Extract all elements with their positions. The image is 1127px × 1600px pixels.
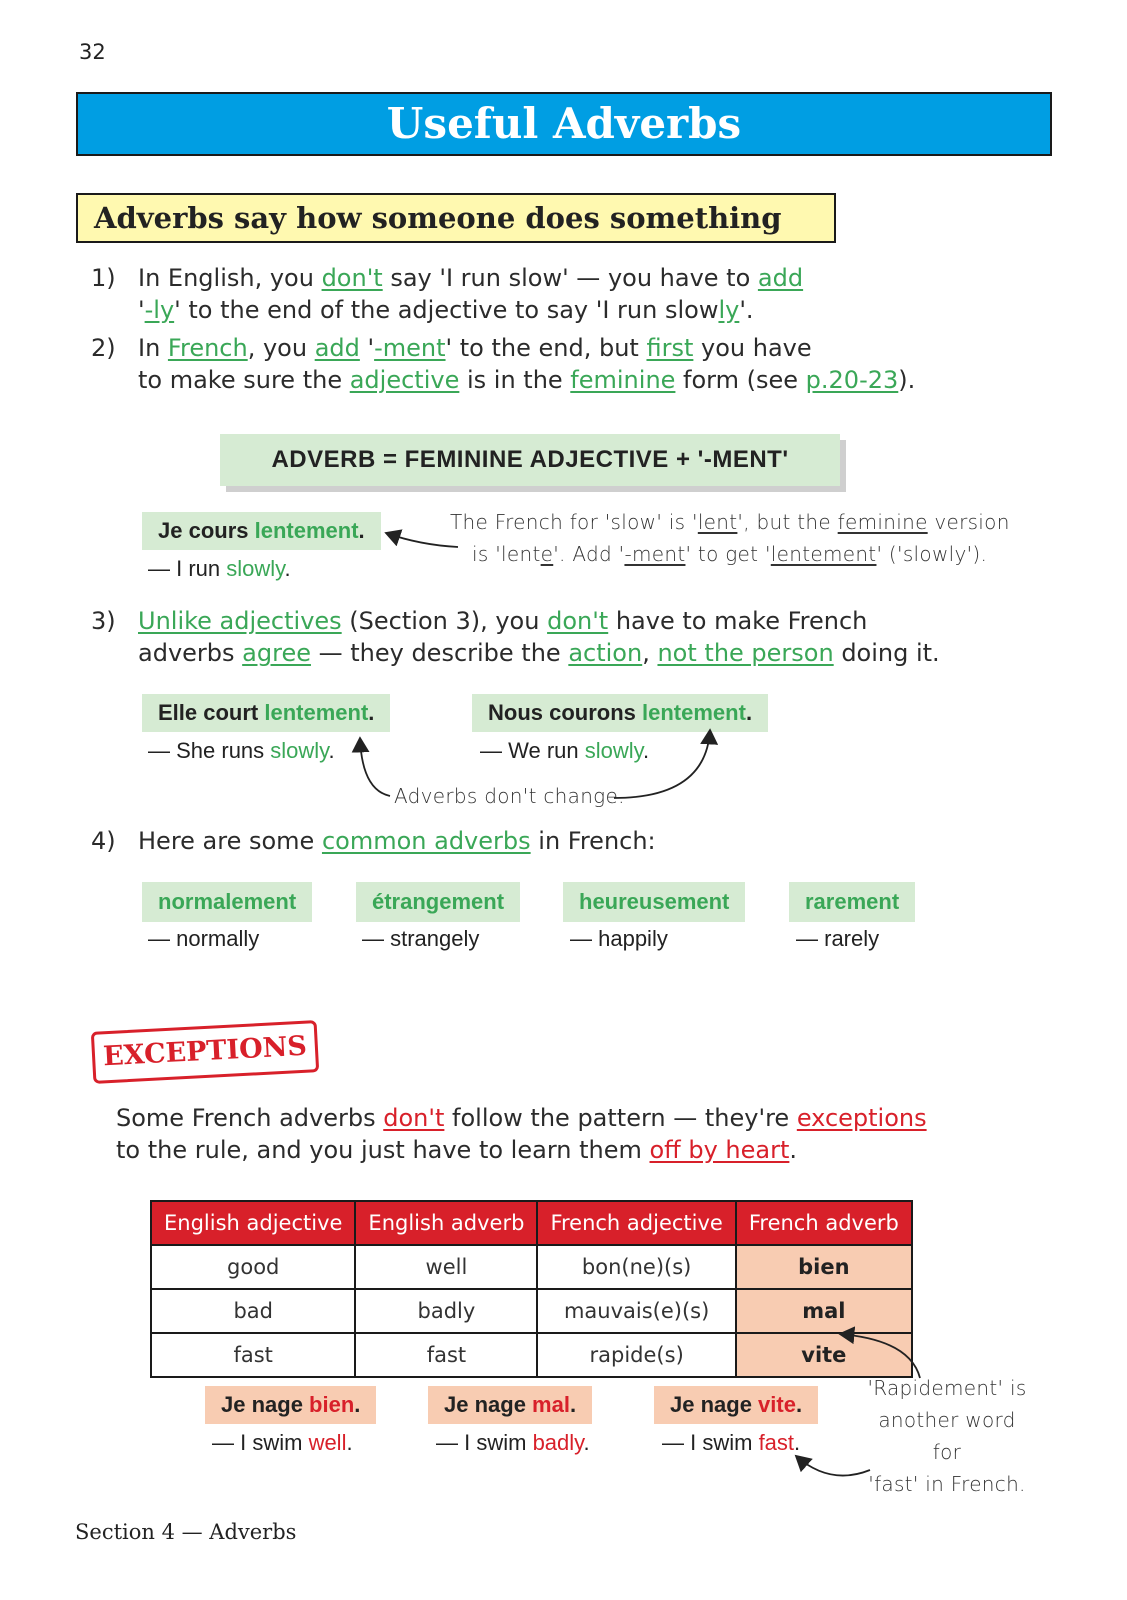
page-title: Useful Adverbs [76, 92, 1052, 156]
translation-swim-well: — I swim well. [212, 1430, 353, 1455]
table-cell: well [355, 1245, 537, 1289]
translation-we-run-slowly: — We run slowly. [480, 738, 650, 763]
arrow-to-swim-fast [796, 1456, 870, 1476]
table-cell: fast [151, 1333, 355, 1377]
exceptions-stamp: EXCEPTIONS [91, 1020, 319, 1084]
arrow-to-vite [840, 1334, 920, 1378]
translation-she-runs-slowly: — She runs slowly. [148, 738, 335, 763]
example-je-nage-mal: Je nage mal. [428, 1386, 592, 1424]
note-adverbs-dont-change: Adverbs don't change. [394, 784, 625, 808]
adverb-translation: — happily [570, 926, 668, 951]
adverb-rarement: rarement [789, 882, 915, 922]
header-english-adverb: English adverb [355, 1201, 537, 1245]
table-cell: bon(ne)(s) [537, 1245, 735, 1289]
translation-swim-fast: — I swim fast. [662, 1430, 801, 1455]
arrow-to-lentement [386, 533, 458, 547]
point-number: 3) [91, 607, 116, 635]
translation-swim-badly: — I swim badly. [436, 1430, 590, 1455]
table-cell: good [151, 1245, 355, 1289]
adverb-translation: — strangely [362, 926, 480, 951]
table-cell: mal [736, 1289, 912, 1333]
example-je-nage-vite: Je nage vite. [654, 1386, 818, 1424]
exceptions-text: Some French adverbs don't follow the pattern — they're exceptions to the rule, and you just have to learn them off by heart. [116, 1104, 927, 1164]
table-cell: fast [355, 1333, 537, 1377]
translation-i-run-slowly: — I run slowly. [148, 556, 291, 581]
table-cell: bien [736, 1245, 912, 1289]
adverb-heureusement: heureusement [563, 882, 745, 922]
point-number: 4) [91, 827, 116, 855]
header-english-adjective: English adjective [151, 1201, 355, 1245]
example-elle-court: Elle court lentement. [142, 694, 390, 732]
adverb-normalement: normalement [142, 882, 312, 922]
table-cell: vite [736, 1333, 912, 1377]
table-cell: bad [151, 1289, 355, 1333]
header-french-adjective: French adjective [537, 1201, 735, 1245]
arrow-to-we-run [614, 730, 710, 798]
table-cell: mauvais(e)(s) [537, 1289, 735, 1333]
table-cell: rapide(s) [537, 1333, 735, 1377]
point-3-line-2: adverbs agree — they describe the action, not the person doing it. [138, 639, 940, 667]
section-heading: Adverbs say how someone does something [76, 193, 836, 243]
footer-section-label: Section 4 — Adverbs [75, 1520, 297, 1544]
adverb-translation: — normally [148, 926, 260, 951]
example-nous-courons: Nous courons lentement. [472, 694, 768, 732]
note-lent: The French for 'slow' is 'lent', but the feminine version is 'lente'. Add '-ment' to get 'lentement' ('slowly'). [450, 510, 1010, 566]
point-1-line-2: '-ly' to the end of the adjective to say 'I run slowly'. [138, 296, 754, 324]
point-2-line-1: In French, you add '-ment' to the end, but first you have [138, 334, 812, 362]
example-je-nage-bien: Je nage bien. [205, 1386, 376, 1424]
header-french-adverb: French adverb [736, 1201, 912, 1245]
adverb-translation: — rarely [796, 926, 880, 951]
point-2-line-2: to make sure the adjective is in the feminine form (see p.20-23). [138, 366, 916, 394]
point-3-line-1: Unlike adjectives (Section 3), you don't have to make French [138, 607, 868, 635]
table-cell: badly [355, 1289, 537, 1333]
note-rapidement: 'Rapidement' is another word for 'fast' in French. [867, 1376, 1027, 1496]
example-je-cours: Je cours lentement. [142, 512, 381, 550]
arrow-to-she-runs [360, 738, 390, 796]
point-1-line-1: In English, you don't say 'I run slow' — you have to add [138, 264, 804, 292]
page-number: 32 [79, 40, 106, 64]
adverb-etrangement: étrangement [356, 882, 520, 922]
point-number: 1) [91, 264, 116, 292]
point-4: 4) Here are some common adverbs in French: [91, 827, 656, 855]
formula-box: ADVERB = FEMININE ADJECTIVE + '-MENT' [220, 434, 840, 486]
point-number: 2) [91, 334, 116, 362]
